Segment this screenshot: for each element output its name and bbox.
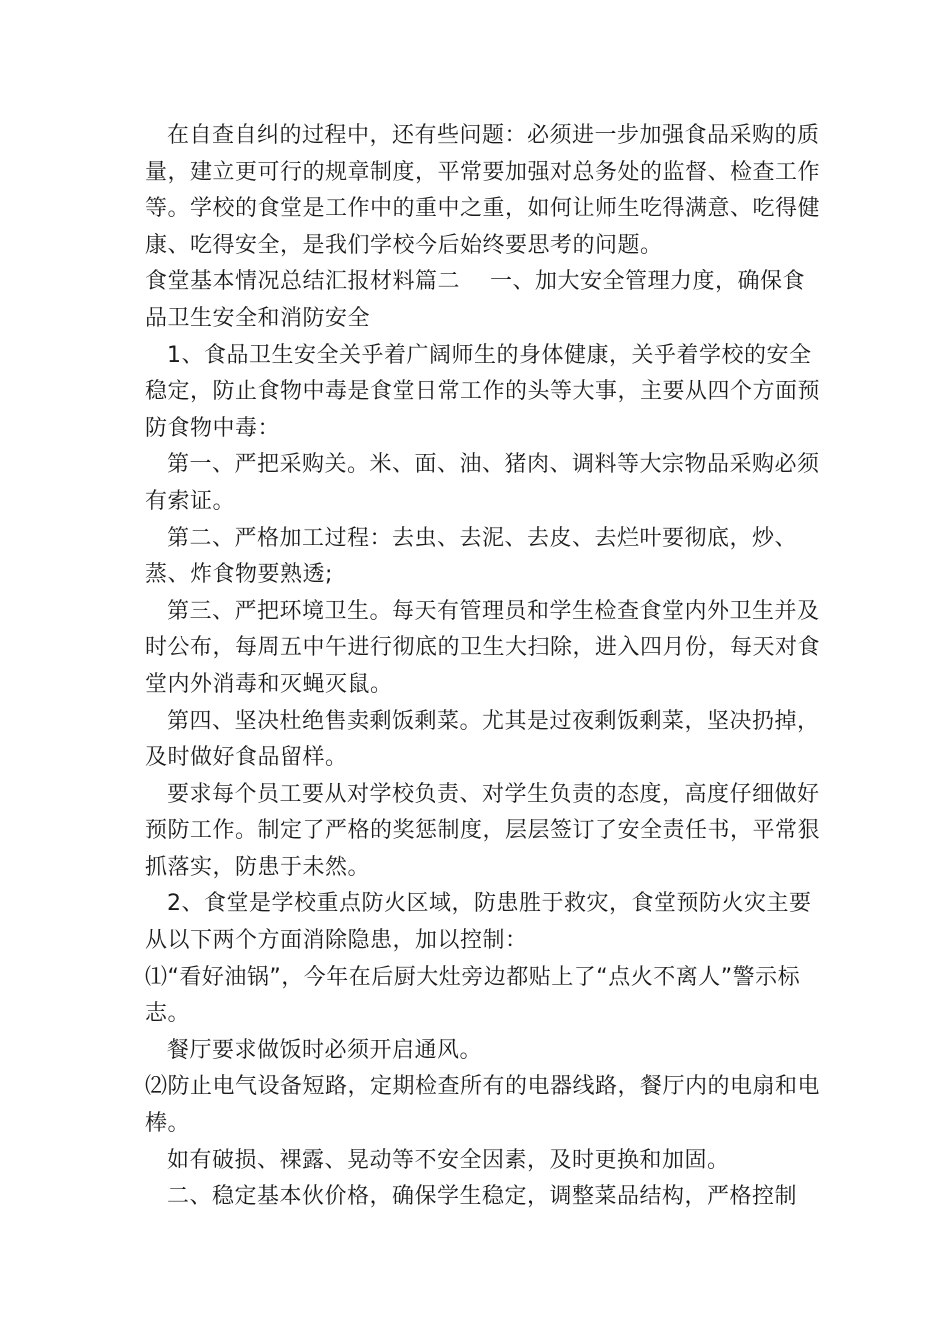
document-body <box>145 118 825 1216</box>
paragraph-step-four: 第四、坚决杜绝售卖剩饭剩菜。尤其是过夜剩饭剩菜，坚决扔掉，及时做好食品留样。 <box>145 708 820 771</box>
paragraph-section-two: 二、稳定基本伙价格，确保学生稳定，调整菜品结构，严格控制 <box>167 1184 798 1210</box>
paragraph-step-one: 第一、严把采购关。米、面、油、猪肉、调料等大宗物品采购必须有索证。 <box>145 452 820 514</box>
paragraph-food-safety: 1、食品卫生安全关乎着广阔师生的身体健康，关乎着学校的安全稳定，防止食物中毒是食堂日常工作的头等大事，主要从四个方面预防食物中毒： <box>145 342 821 441</box>
paragraph-oil-pot: ⑴“看好油锅”，今年在后厨大灶旁边都贴上了“点火不离人”警示标志。 <box>145 964 801 1027</box>
paragraph-staff-requirement: 要求每个员工要从对学校负责、对学生负责的态度，高度仔细做好预防工作。制定了严格的奖惩制度，层层签订了安全责任书，平常狠抓落实，防患于未然。 <box>145 781 821 880</box>
paragraph-ventilation: 餐厅要求做饭时必须开启通风。 <box>167 1037 483 1063</box>
paragraph-fire-prevention: 2、食堂是学校重点防火区域，防患胜于救灾，食堂预防火灾主要从以下两个方面消除隐患，加以控制： <box>145 891 812 954</box>
paragraph-step-three: 第三、严把环境卫生。每天有管理员和学生检查食堂内外卫生并及时公布，每周五中午进行彻底的卫生大扫除，进入四月份，每天对食堂内外消毒和灭蝇灭鼠。 <box>145 598 821 697</box>
paragraph-step-two: 第二、严格加工过程：去虫、去泥、去皮、去烂叶要彻底，炒、蒸、炸食物要熟透; <box>145 525 798 588</box>
paragraph-section-title: 食堂基本情况总结汇报材料篇二 一、加大安全管理力度，确保食品卫生安全和消防安全 <box>145 269 805 331</box>
paragraph-replacement: 如有破损、裸露、晃动等不安全因素，及时更换和加固。 <box>167 1147 730 1173</box>
paragraph-electrical: ⑵防止电气设备短路，定期检查所有的电器线路，餐厅内的电扇和电棒。 <box>145 1074 821 1137</box>
paragraph-self-inspection: 在自查自纠的过程中，还有些问题：必须进一步加强食品采购的质量，建立更可行的规章制度，平常要加强对总务处的监督、检查工作等。学校的食堂是工作中的重中之重，如何让师生吃得满意、吃得健康、吃得安全，是我们学校今后始终要思考的问题。 <box>145 123 821 258</box>
